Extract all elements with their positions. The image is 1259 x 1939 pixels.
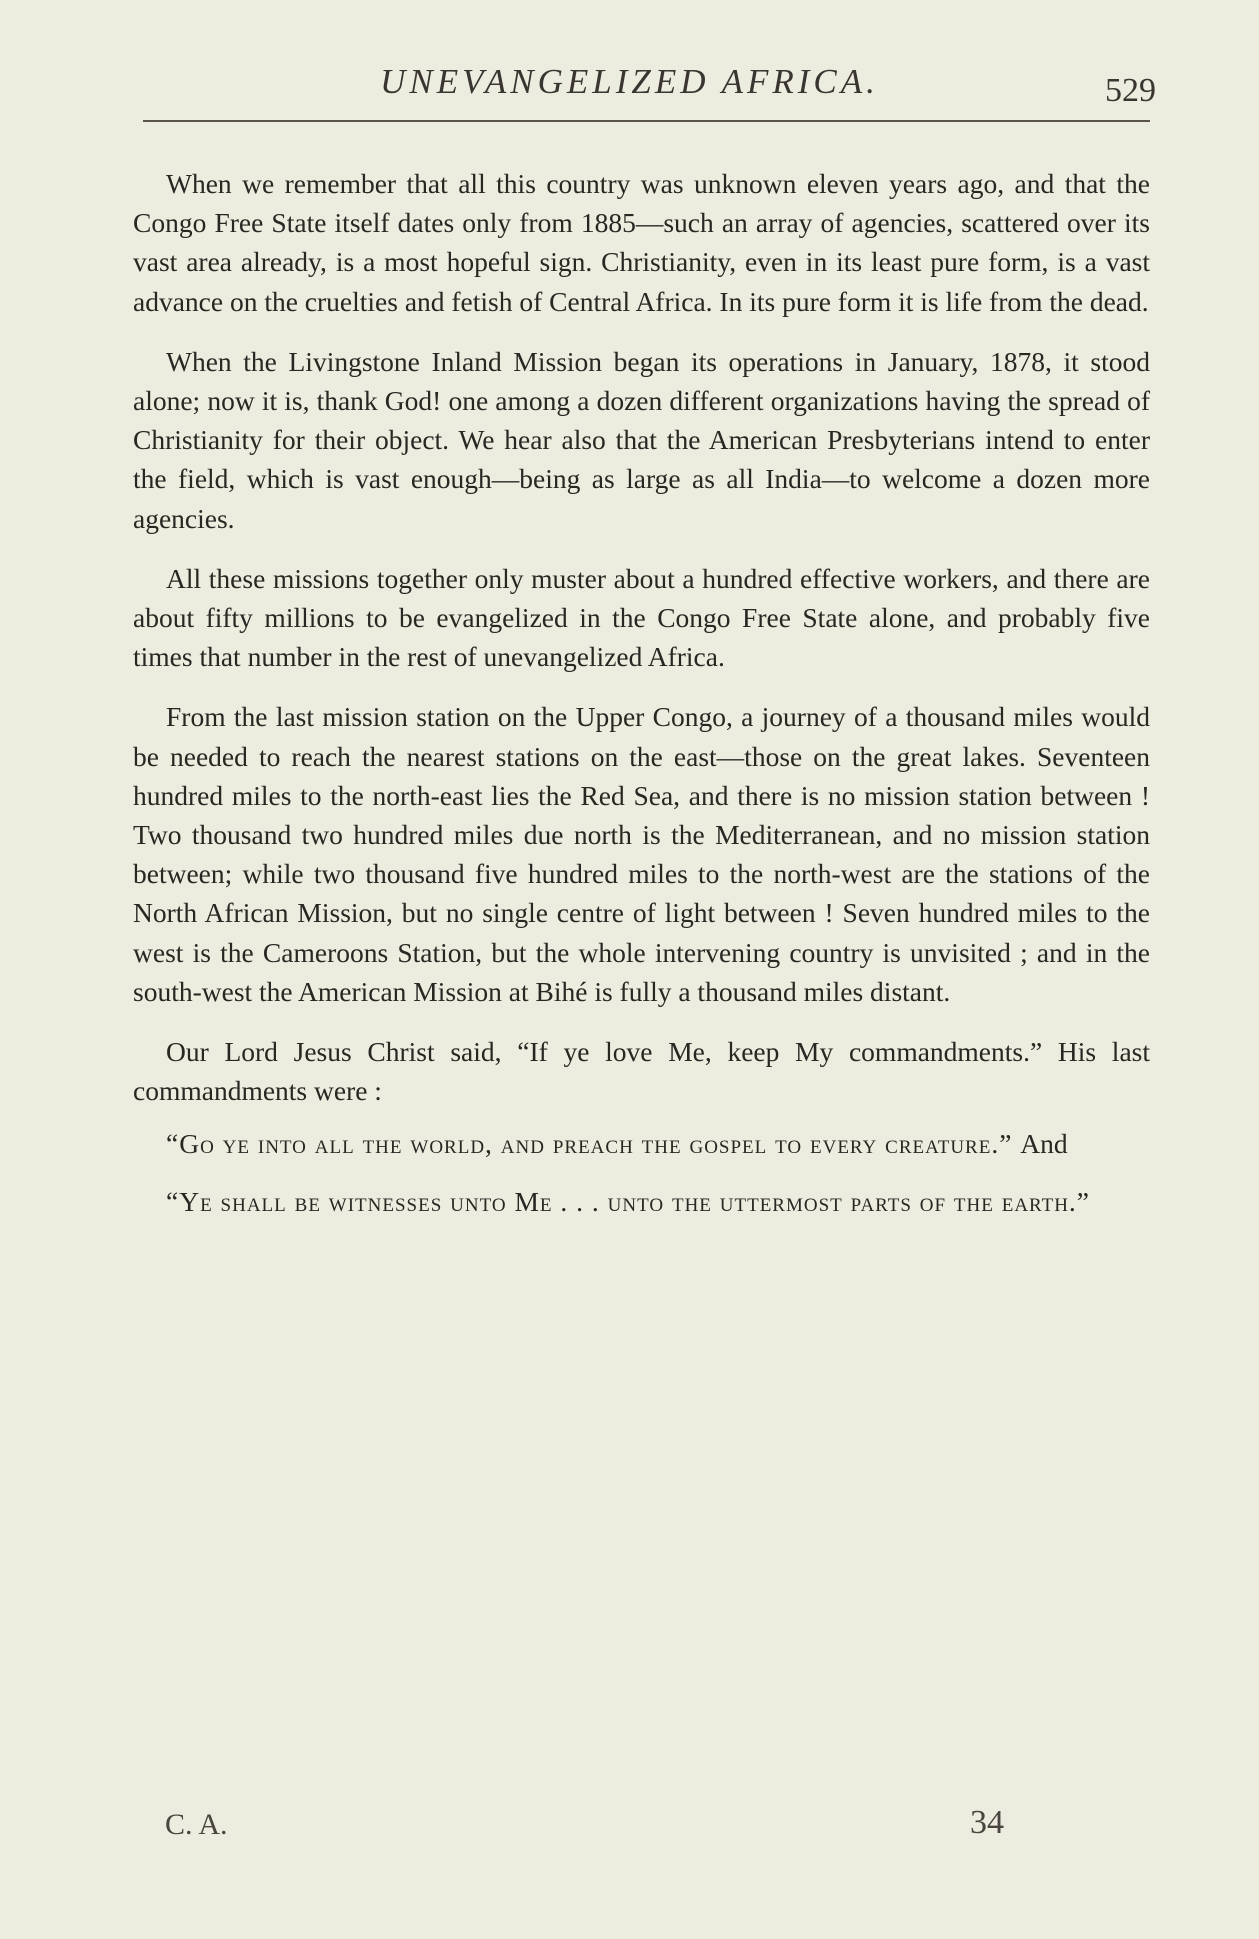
paragraph-missions-workers: All these missions together only muster about a hundred effective workers, and there are about fifty millions to be evangelized in the Congo Free State alone, and probably five times that number in the rest of unevangelized Africa. [133, 562, 1150, 673]
paragraph-livingstone-mission: When the Livingstone Inland Mission began its operations in January, 1878, it stood alone; now it is, thank God! one among a dozen different organizations having the spread of Christianity for their object. We hear also that the American Presbyterians intend to enter the field, which is vast enough—being as large as all India—to welcome a dozen more agencies. [133, 345, 1150, 534]
quote-witnesses: “Ye shall be witnesses unto Me . . . unto the uttermost parts of the earth.” [166, 1185, 1091, 1217]
page-body [133, 164, 1150, 1239]
quote-trailing-word: And [1020, 1128, 1068, 1160]
quote-preach-gospel [133, 1124, 1150, 1163]
header-rule [143, 120, 1150, 122]
running-title: UNEVANGELIZED AFRICA. [380, 62, 879, 101]
paragraph-commandments: Our Lord Jesus Christ said, “If ye love Me, keep My commandments.” His last commandments were : [133, 1036, 1150, 1107]
paragraph-distances: From the last mission station on the Upper Congo, a journey of a thousand miles would be needed to reach the nearest stations on the east—those on the great lakes. Seventeen hundred miles to the north-east lies the Red Sea, and there is no mission station between ! Two thousand two hundred miles due north is the Mediterranean, and no mission station between; while two thousand five hundred miles to the north-west are the stations of the North African Mission, but no single centre of light between ! Seven hundred miles to the west is the Cameroons Station, but the whole intervening country is unvisited ; and in the south-west the American Mission at Bihé is fully a thousand miles distant. [133, 701, 1150, 1007]
page-number: 529 [1105, 72, 1156, 109]
paragraph-congo-free-state: When we remember that all this country was unknown eleven years ago, and that the Congo Free State itself dates only from 1885—such an array of agencies, scattered over its vast area already, is a most hopeful sign. Christianity, even in its least pure form, is a vast advance on the cruelties and fetish of Central Africa. In its pure form it is life from the dead. [133, 168, 1150, 317]
signature-number: 34 [970, 1804, 1004, 1841]
quote-preach-gospel-text: “Go ye into all the world, and preach the gospel to every creature.” [166, 1128, 1013, 1160]
signature-mark: C. A. [165, 1808, 228, 1841]
